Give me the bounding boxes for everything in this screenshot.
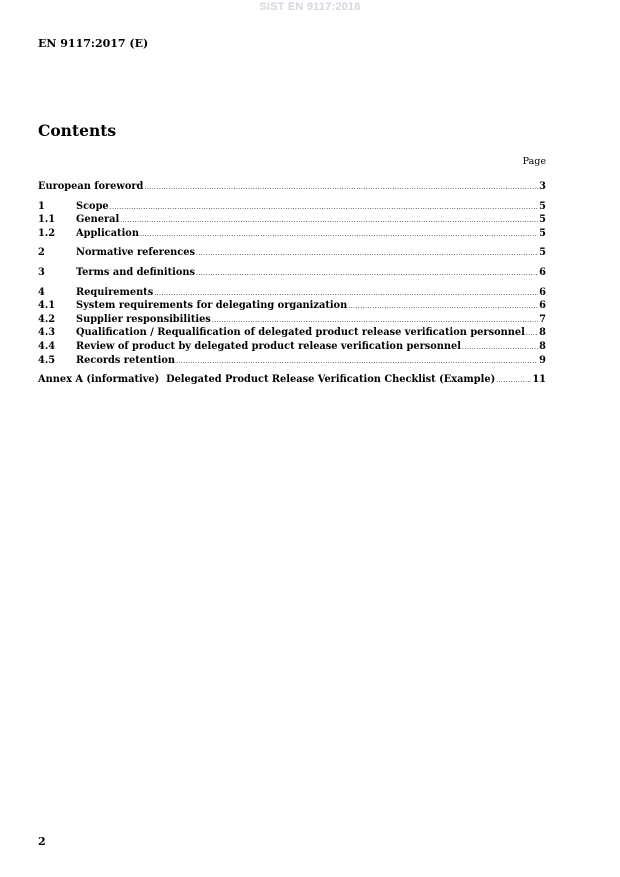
- toc-entry-normative-references[interactable]: [38, 246, 546, 260]
- toc-entry-title: Annex A (informative) Delegated Product Release Verification Checklist (Example): [38, 374, 496, 386]
- toc-leader-dots: [462, 341, 538, 355]
- toc-leader-dots: [212, 314, 538, 328]
- toc-entry-page: 5: [539, 200, 546, 212]
- toc-entry-title: Review of product by delegated product release verification personnel: [76, 340, 461, 352]
- toc-entry-number: 1.2: [38, 227, 56, 239]
- toc-entry-title: Qualification / Requalification of delegated product release verification personnel: [76, 327, 525, 339]
- toc-leader-dots: [526, 327, 538, 341]
- toc-entry-annex-a[interactable]: [38, 373, 546, 387]
- toc-leader-dots: [196, 247, 538, 261]
- toc-entry-number: 4.3: [38, 327, 56, 339]
- contents-heading: Contents: [38, 121, 117, 140]
- toc-entry-number: 4.4: [38, 340, 56, 352]
- toc-entry-title: European foreword: [38, 181, 144, 192]
- toc-leader-dots: [176, 355, 538, 369]
- toc-entry-foreword[interactable]: [38, 180, 546, 194]
- toc-leader-dots: [196, 267, 538, 281]
- toc-entry-title: Application: [76, 227, 139, 239]
- toc-entry-page: 6: [539, 286, 546, 298]
- page-number: 2: [38, 835, 46, 848]
- toc-entry-page: 9: [539, 354, 546, 366]
- toc-entry-page: 6: [539, 300, 546, 312]
- toc-entry-supplier-responsibilities[interactable]: [38, 313, 546, 327]
- toc-entry-application[interactable]: [38, 227, 546, 241]
- toc-entry-number: 3: [38, 266, 45, 278]
- toc-entry-page: 7: [539, 313, 546, 325]
- toc-entry-title: Terms and definitions: [76, 266, 196, 278]
- toc-entry-title: System requirements for delegating organization: [76, 300, 348, 312]
- toc-entry-title: Requirements: [76, 286, 154, 298]
- toc-entry-title: Supplier responsibilities: [76, 313, 211, 325]
- toc-entry-page: 8: [539, 327, 546, 339]
- page-column-label: Page: [522, 156, 546, 167]
- toc-entry-page: 11: [532, 374, 546, 386]
- toc-entry-title: Records retention: [76, 354, 175, 366]
- toc-entry-page: 3: [539, 181, 546, 192]
- toc-entry-page: 5: [539, 247, 546, 259]
- toc-entry-title: Normative references: [76, 247, 196, 259]
- toc-leader-dots: [348, 300, 538, 314]
- toc-entry-page: 5: [539, 214, 546, 226]
- toc-leader-dots: [154, 287, 538, 301]
- toc-entry-page: 8: [539, 340, 546, 352]
- toc-leader-dots: [496, 374, 531, 388]
- toc-entry-general[interactable]: [38, 213, 546, 227]
- document-id: EN 9117:2017 (E): [38, 37, 149, 50]
- toc-leader-dots: [120, 214, 538, 228]
- toc-leader-dots: [144, 181, 538, 195]
- toc-entry-number: 4.1: [38, 300, 56, 312]
- toc-leader-dots: [110, 201, 539, 215]
- toc-entry-title: General: [76, 214, 120, 226]
- table-of-contents: [38, 180, 546, 387]
- toc-entry-records-retention[interactable]: [38, 354, 546, 368]
- toc-entry-number: 1: [38, 200, 45, 212]
- toc-entry-number: 4: [38, 286, 45, 298]
- toc-entry-number: 2: [38, 247, 45, 259]
- toc-entry-system-requirements[interactable]: [38, 299, 546, 313]
- toc-entry-review-of-product[interactable]: [38, 340, 546, 354]
- toc-leader-dots: [140, 228, 538, 242]
- toc-entry-scope[interactable]: [38, 200, 546, 214]
- toc-entry-terms-and-definitions[interactable]: [38, 266, 546, 280]
- toc-entry-requirements[interactable]: [38, 286, 546, 300]
- toc-entry-title: Scope: [76, 200, 109, 212]
- toc-entry-page: 5: [539, 227, 546, 239]
- watermark: SIST EN 9117:2018: [259, 1, 361, 13]
- toc-entry-number: 4.5: [38, 354, 56, 366]
- toc-entry-number: 4.2: [38, 313, 56, 325]
- toc-entry-qualification[interactable]: [38, 326, 546, 340]
- toc-entry-number: 1.1: [38, 214, 56, 226]
- toc-entry-page: 6: [539, 266, 546, 278]
